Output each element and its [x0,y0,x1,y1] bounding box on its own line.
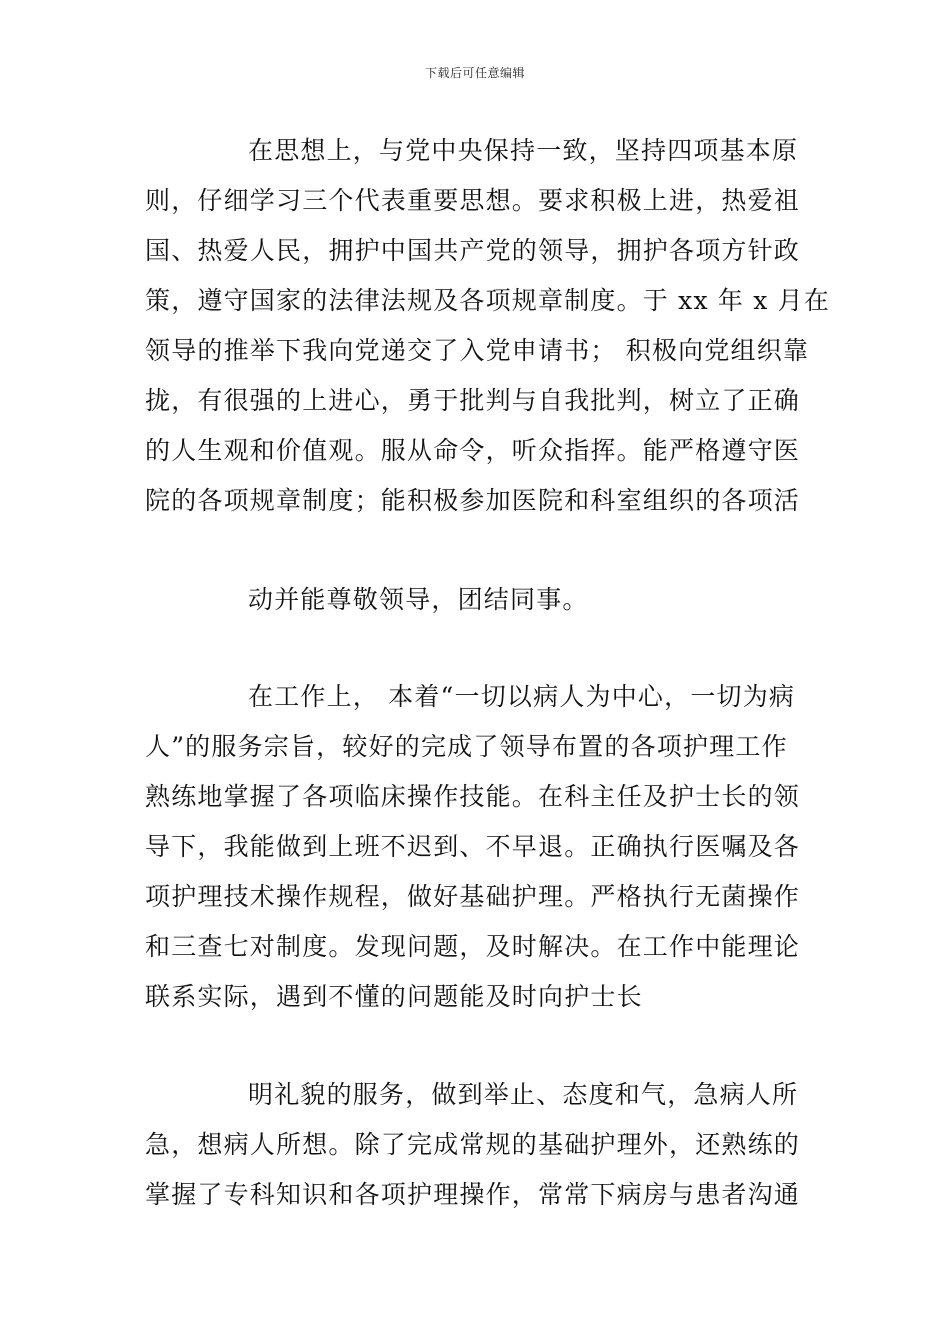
paragraph-1-line-6: 拢，有很强的上进心，勇于批判与自我批判，树立了正确 [145,386,801,415]
paragraph-3-line-6: 和三查七对制度。发现问题，及时解决。在工作中能理论 [145,932,801,961]
paragraph-4-line-1: 明礼貌的服务，做到举止、态度和气，急病人所 [248,1080,799,1109]
paragraph-3-line-2: 人”的服务宗旨，较好的完成了领导布置的各项护理工作 [145,732,788,761]
paragraph-1-line-3: 国、热爱人民，拥护中国共产党的领导，拥护各项方针政 [145,236,801,265]
paragraph-1-line-4: 策，遵守国家的法律法规及各项规章制度。于 xx 年 x 月在 [145,286,831,315]
paragraph-1-line-5: 领导的推举下我向党递交了入党申请书； 积极向党组织靠 [145,336,810,365]
paragraph-3-line-7: 联系实际，遇到不懂的问题能及时向护士长 [145,982,643,1011]
paragraph-1-line-1: 在思想上，与党中央保持一致，坚持四项基本原 [248,136,799,165]
paragraph-1-line-2: 则，仔细学习三个代表重要思想。要求积极上进，热爱祖 [145,186,801,215]
page-header: 下载后可任意编辑 [424,66,525,80]
paragraph-1-line-7: 的人生观和价值观。服从命令，听众指挥。能严格遵守医 [145,436,801,465]
paragraph-3-line-5: 项护理技术操作规程，做好基础护理。严格执行无菌操作 [145,882,801,911]
paragraph-2-line-1: 动并能尊敬领导，团结同事。 [248,585,589,614]
paragraph-4-line-3: 掌握了专科知识和各项护理操作，常常下病房与患者沟通 [145,1180,801,1209]
paragraph-3-line-3: 熟练地掌握了各项临床操作技能。在科主任及护士长的领 [145,782,801,811]
paragraph-1-line-8: 院的各项规章制度；能积极参加医院和科室组织的各项活 [145,486,801,515]
paragraph-3-line-1: 在工作上， 本着“一切以病人为中心，一切为病 [248,682,796,711]
paragraph-4-line-2: 急，想病人所想。除了完成常规的基础护理外，还熟练的 [145,1130,801,1159]
paragraph-3-line-4: 导下，我能做到上班不迟到、不早退。正确执行医嘱及各 [145,832,801,861]
